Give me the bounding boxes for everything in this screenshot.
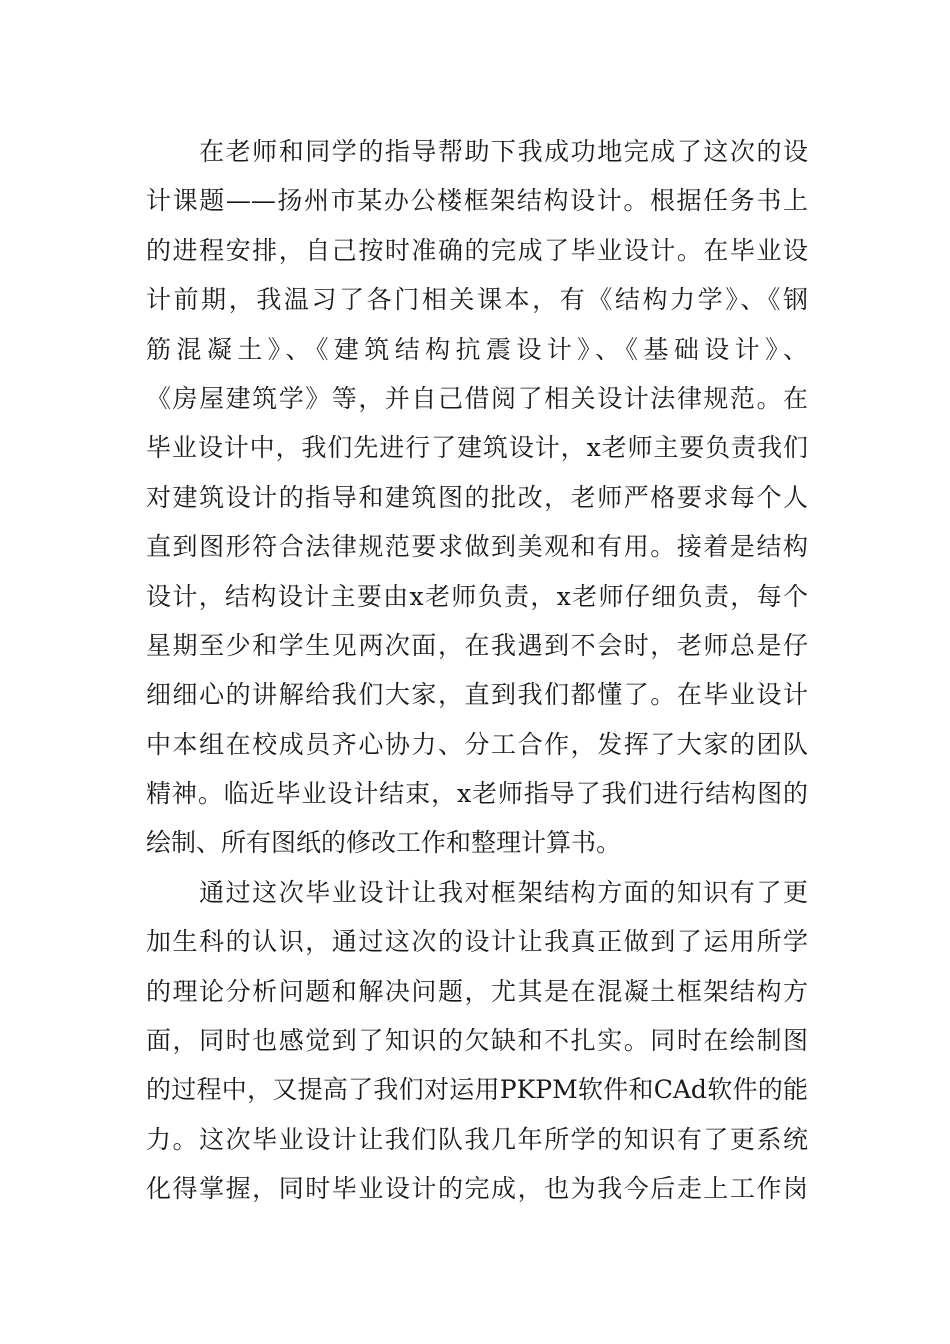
text-line: 《房屋建筑学》等，并自己借阅了相关设计法律规范。在 [146,383,808,413]
text-line: 绘制、所有图纸的修改工作和整理计算书。 [146,828,622,858]
text-line: 的过程中，又提高了我们对运用PKPM软件和CAd软件的能 [146,1075,808,1105]
text-line: 毕业设计中，我们先进行了建筑设计，x老师主要负责我们 [146,433,808,463]
text-line: 加生科的认识，通过这次的设计让我真正做到了运用所学 [146,927,808,957]
text-line: 面，同时也感觉到了知识的欠缺和不扎实。同时在绘制图 [146,1026,808,1056]
text-line: 中本组在校成员齐心协力、分工合作，发挥了大家的团队 [146,729,808,759]
text-line: 精神。临近毕业设计结束，x老师指导了我们进行结构图的 [146,779,808,809]
paragraph-2 [146,868,808,1214]
text-line: 化得掌握，同时毕业设计的完成，也为我今后走上工作岗 [146,1174,808,1204]
text-line: 星期至少和学生见两次面，在我遇到不会时，老师总是仔 [146,630,808,660]
text-line: 设计，结构设计主要由x老师负责，x老师仔细负责，每个 [146,581,808,611]
text-line: 的理论分析问题和解决问题，尤其是在混凝土框架结构方 [146,976,808,1006]
text-line: 通过这次毕业设计让我对框架结构方面的知识有了更 [146,877,808,907]
text-line: 筋混凝土》、《建筑结构抗震设计》、《基础设计》、 [146,334,808,364]
text-line: 在老师和同学的指导帮助下我成功地完成了这次的设 [146,137,808,166]
text-line: 细细心的讲解给我们大家，直到我们都懂了。在毕业设计 [146,680,808,710]
text-line: 的进程安排，自己按时准确的完成了毕业设计。在毕业设 [146,235,808,265]
text-line: 直到图形符合法律规范要求做到美观和有用。接着是结构 [146,532,808,562]
text-line: 力。这次毕业设计让我们队我几年所学的知识有了更系统 [146,1124,808,1154]
body-text [146,127,808,1214]
text-line: 对建筑设计的指导和建筑图的批改，老师严格要求每个人 [146,482,808,512]
text-line: 计前期，我温习了各门相关课本，有《结构力学》、《钢 [146,285,808,315]
text-line: 计课题——扬州市某办公楼框架结构设计。根据任务书上 [146,186,808,216]
paragraph-1 [146,127,808,868]
